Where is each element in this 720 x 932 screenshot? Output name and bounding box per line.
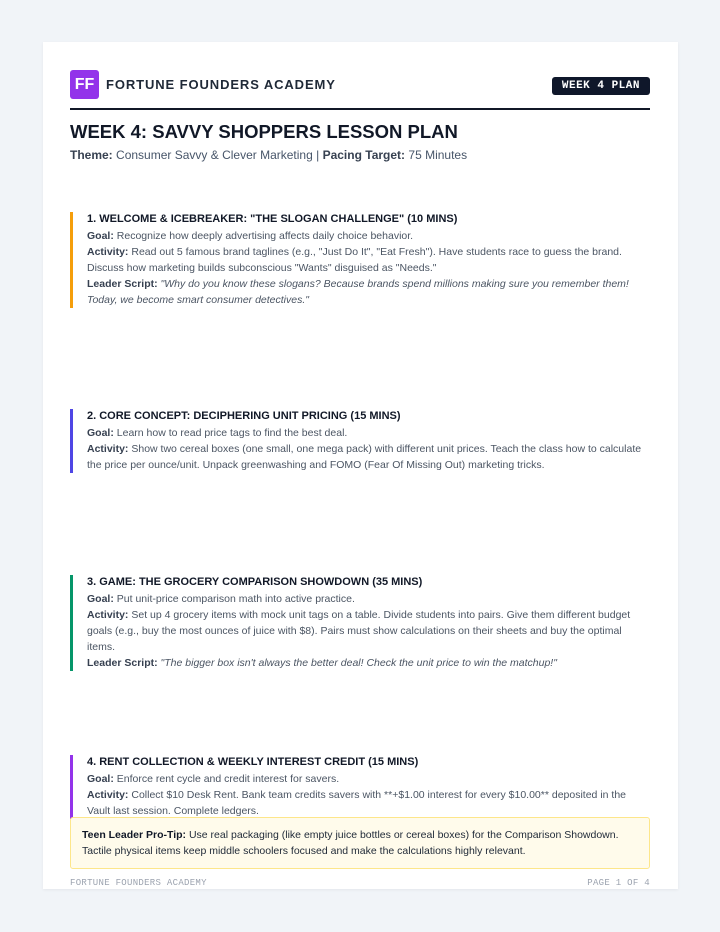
- section-goal: [87, 771, 650, 787]
- pacing-label: Pacing Target:: [322, 148, 406, 162]
- goal-text: Learn how to read price tags to find the best deal.: [116, 427, 348, 439]
- section-activity: [87, 244, 650, 276]
- brand-logo: FF: [70, 70, 99, 99]
- section-grocery-game: [70, 575, 650, 671]
- section-heading: 1. WELCOME & ICEBREAKER: "THE SLOGAN CHALLENGE" (10 MINS): [87, 213, 458, 225]
- page-footer: [70, 878, 650, 888]
- lesson-plan-page: [43, 42, 678, 889]
- page-content: [70, 70, 650, 888]
- goal-text: Put unit-price comparison math into active practice.: [116, 593, 355, 605]
- page-number: PAGE 1 OF 4: [587, 878, 650, 888]
- activity-text: Collect $10 Desk Rent. Bank team credits savers with **+$1.00 interest for every $10.00** deposited in the Vault last session. Complete ledgers.: [87, 789, 627, 817]
- lesson-meta: [70, 147, 650, 163]
- page-header: [70, 70, 650, 110]
- activity-text: Show two cereal boxes (one small, one mega pack) with different unit prices. Teach the class how to calculate the price per ounce/unit. Unpack greenwashing and FOMO (Fear Of Missing Out) marketing tricks.: [87, 443, 642, 471]
- page-title: WEEK 4: SAVVY SHOPPERS LESSON PLAN: [70, 121, 458, 142]
- theme-value: Consumer Savvy & Clever Marketing: [116, 148, 313, 162]
- section-activity: [87, 441, 650, 473]
- section-heading: 2. CORE CONCEPT: DECIPHERING UNIT PRICING (15 MINS): [87, 410, 401, 422]
- section-heading: 4. RENT COLLECTION & WEEKLY INTEREST CREDIT (15 MINS): [87, 756, 419, 768]
- script-label: Leader Script:: [87, 657, 158, 669]
- theme-label: Theme:: [70, 148, 113, 162]
- meta-separator: |: [316, 148, 320, 162]
- section-goal: [87, 425, 650, 441]
- activity-label: Activity:: [87, 789, 129, 801]
- pro-tip-text: Use real packaging (like empty juice bottles or cereal boxes) for the Comparison Showdown. Tactile physical items keep middle schoolers focused and make the calculations highly relevant.: [82, 829, 619, 857]
- script-text: "Why do you know these slogans? Because brands spend millions making sure you remember them! Today, we become smart consumer detectives.": [87, 278, 629, 306]
- activity-label: Activity:: [87, 609, 129, 621]
- pro-tip-label: Teen Leader Pro-Tip:: [82, 829, 187, 841]
- goal-label: Goal:: [87, 773, 114, 785]
- goal-label: Goal:: [87, 427, 114, 439]
- section-heading: 3. GAME: THE GROCERY COMPARISON SHOWDOWN (35 MINS): [87, 576, 423, 588]
- script-text: "The bigger box isn't always the better deal! Check the unit price to win the matchup!": [160, 657, 557, 669]
- brand-name: FORTUNE FOUNDERS ACADEMY: [106, 77, 336, 92]
- activity-text: Set up 4 grocery items with mock unit tags on a table. Divide students into pairs. Give them different budget goals (e.g., buy the most ounces of juice with $8). Pairs must show calculations on their sheets and buy the optimal items.: [87, 609, 631, 653]
- section-goal: [87, 591, 650, 607]
- activity-label: Activity:: [87, 443, 129, 455]
- section-rent-collection: [70, 755, 650, 819]
- pacing-value: 75 Minutes: [408, 148, 468, 162]
- section-activity: [87, 787, 650, 819]
- goal-text: Enforce rent cycle and credit interest for savers.: [116, 773, 340, 785]
- activity-text: Read out 5 famous brand taglines (e.g., "Just Do It", "Eat Fresh"). Have students race to guess the brand. Discuss how marketing builds subconscious "Wants" disguised as "Needs.": [87, 246, 622, 274]
- script-label: Leader Script:: [87, 278, 158, 290]
- section-welcome-icebreaker: [70, 212, 650, 308]
- week-badge: WEEK 4 PLAN: [552, 77, 650, 95]
- pro-tip-box: [70, 817, 650, 869]
- footer-brand: FORTUNE FOUNDERS ACADEMY: [70, 878, 207, 888]
- section-core-concept: [70, 409, 650, 473]
- section-leader-script: [87, 655, 650, 671]
- section-activity: [87, 607, 650, 655]
- section-leader-script: [87, 276, 650, 308]
- section-goal: [87, 228, 650, 244]
- activity-label: Activity:: [87, 246, 129, 258]
- goal-text: Recognize how deeply advertising affects daily choice behavior.: [116, 230, 414, 242]
- goal-label: Goal:: [87, 230, 114, 242]
- goal-label: Goal:: [87, 593, 114, 605]
